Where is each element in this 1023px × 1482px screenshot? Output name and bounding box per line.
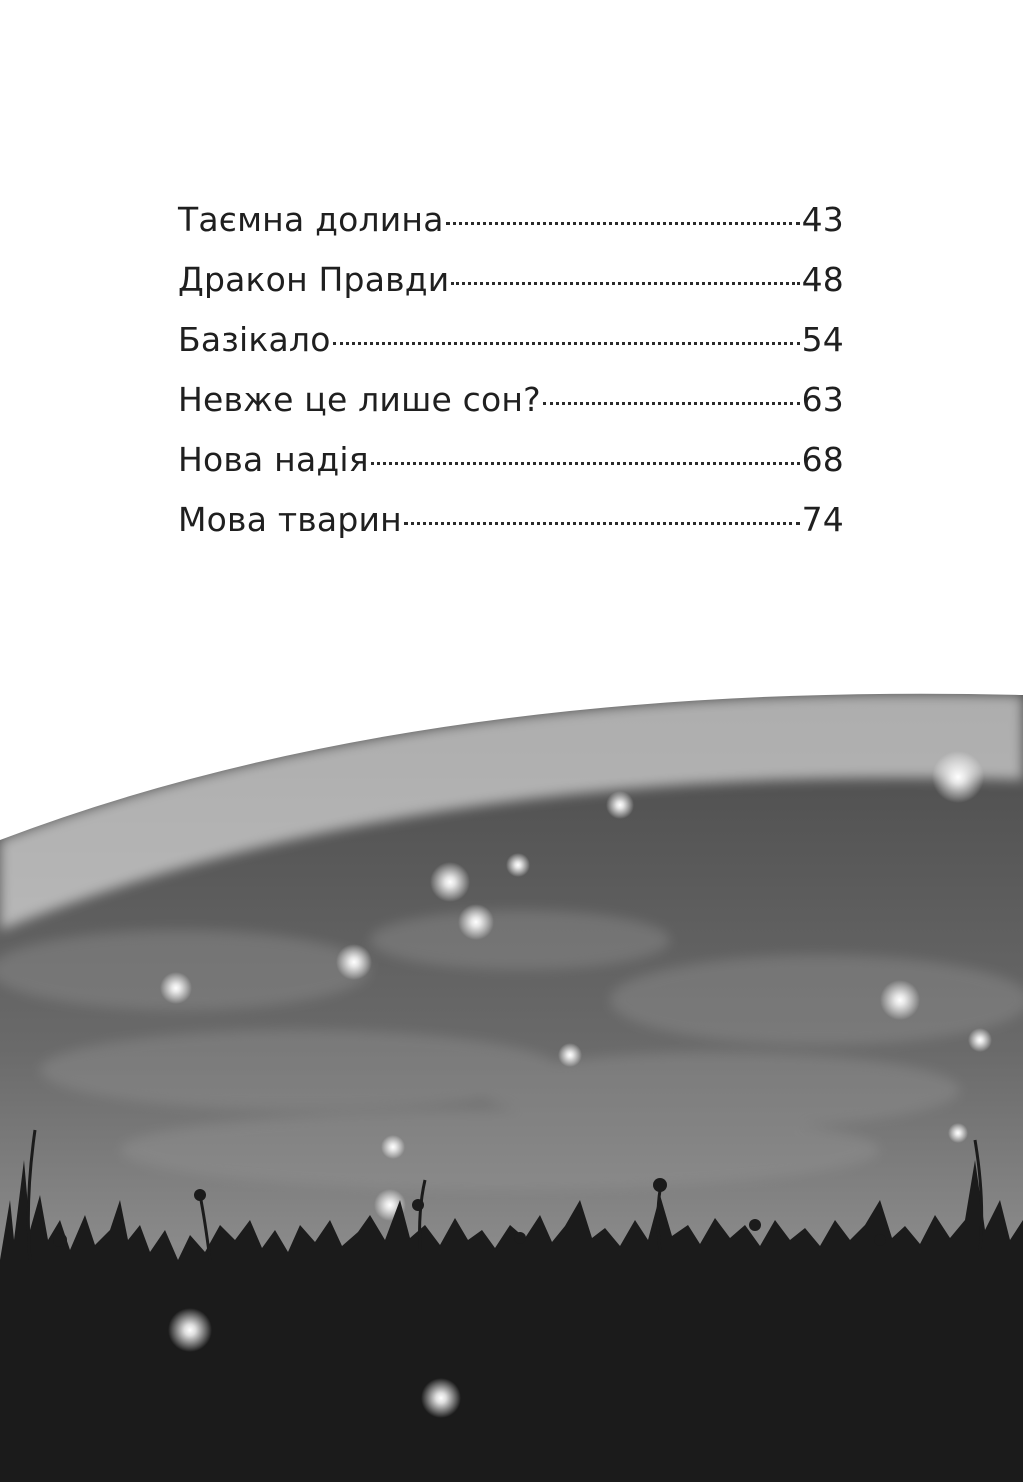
dot-leader [446, 222, 800, 225]
toc-entry[interactable] [178, 320, 844, 380]
dot-leader [543, 402, 800, 405]
toc-entry[interactable] [178, 440, 844, 500]
night-meadow-illustration [0, 640, 1023, 1482]
toc-entry-title: Нова надія [178, 440, 369, 479]
dot-leader [333, 342, 800, 345]
toc-entry-page: 54 [801, 320, 844, 359]
toc-entry-page: 74 [801, 500, 844, 539]
toc-entry-title: Мова тварин [178, 500, 402, 539]
toc-entry-page: 43 [801, 200, 844, 239]
toc-entry-title: Невже це лише сон? [178, 380, 541, 419]
toc-entry[interactable] [178, 260, 844, 320]
toc-entry[interactable] [178, 380, 844, 440]
dot-leader [371, 462, 800, 465]
toc-entry-title: Таємна долина [178, 200, 444, 239]
toc-entry-page: 48 [801, 260, 844, 299]
dot-leader [404, 522, 800, 525]
toc-entry[interactable] [178, 200, 844, 260]
dot-leader [451, 282, 799, 285]
toc-entry-page: 63 [801, 380, 844, 419]
toc-entry-title: Базікало [178, 320, 331, 359]
toc-entry-page: 68 [801, 440, 844, 479]
toc-entry[interactable] [178, 500, 844, 560]
toc-entry-title: Дракон Правди [178, 260, 450, 299]
table-of-contents [178, 200, 844, 560]
